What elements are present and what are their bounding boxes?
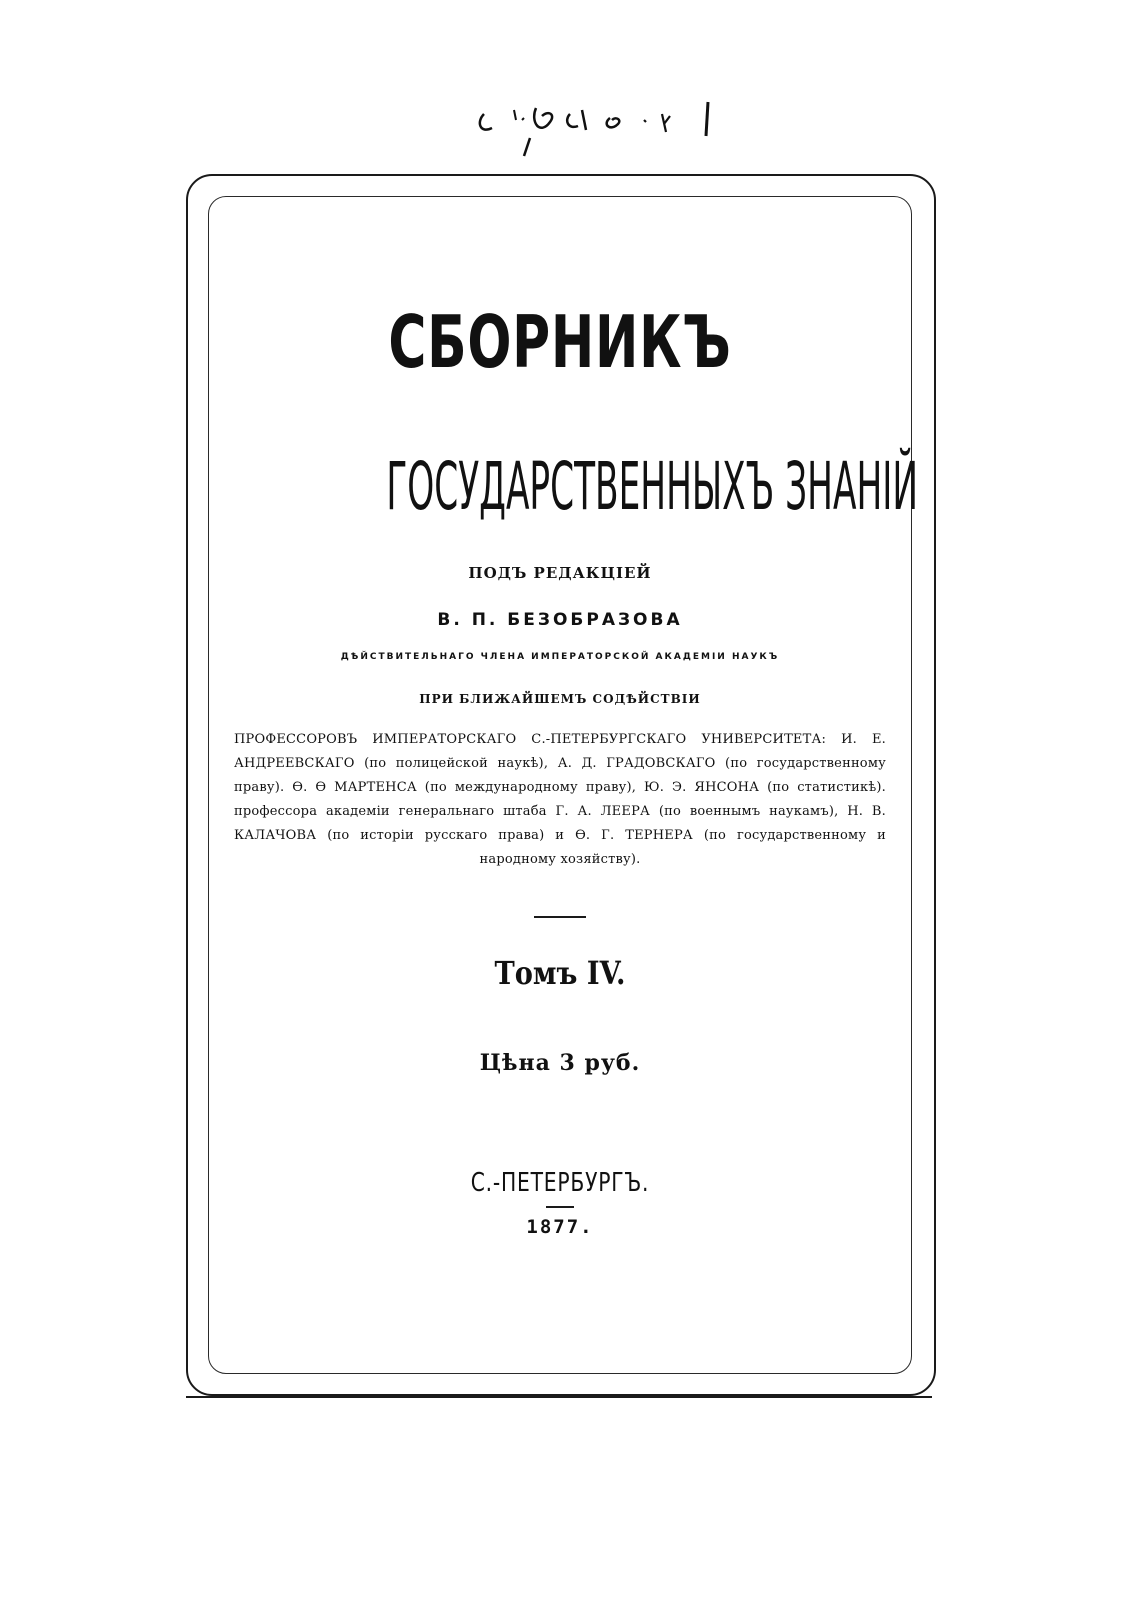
contributors-list: ПРОФЕССОРОВЪ ИМПЕРАТОРСКАГО С.-ПЕТЕРБУРГСКАГО УНИВЕРСИТЕТА: И. Е. АНДРЕЕВСКАГО (по полицейской наукѣ), А. Д. ГРАДОВСКАГО (по государственному праву). Ѳ. Ѳ МАРТЕНСА (по международному праву), Ю. Э. ЯНСОНА (по статистикѣ). профессора академіи генеральнаго штаба Г. А. ЛЕЕРА (по военнымъ наукамъ), Н. В. КАЛАЧОВА (по исторіи русскаго права) и Ѳ. Г. ТЕРНЕРА (по государственному и народному хозяйству). — [234, 732, 886, 867]
separator-rule — [534, 916, 586, 918]
city-separator-rule — [546, 1206, 574, 1208]
shelfmark-scribble-icon — [470, 92, 750, 172]
assistance-intro: ПРИ БЛИЖАЙШЕМЪ СОДѢЙСТВІИ — [419, 692, 701, 706]
price: Цѣна 3 руб. — [479, 1050, 641, 1076]
volume-number: Томъ IV. — [494, 954, 626, 992]
publication-city: С.-ПЕТЕРБУРГЪ. — [470, 1168, 650, 1198]
editor-name: В. П. БЕЗОБРАЗОВА — [437, 610, 683, 630]
title-page-content — [226, 290, 919, 1238]
editor-position: ДѢЙСТВИТЕЛЬНАГО ЧЛЕНА ИМПЕРАТОРСКОЙ АКАДЕМІИ НАУКЪ — [340, 652, 780, 662]
book-subtitle: ГОСУДАРСТВЕННЫХЪ ЗНАНІЙ — [386, 448, 919, 525]
book-title: СБОРНИКЪ — [388, 300, 732, 384]
editor-intro: ПОДЪ РЕДАКЦІЕЙ — [468, 564, 652, 582]
handwritten-shelfmark — [470, 92, 750, 172]
publication-year: 1877. — [526, 1216, 594, 1238]
frame-bottom-rule — [186, 1396, 932, 1398]
